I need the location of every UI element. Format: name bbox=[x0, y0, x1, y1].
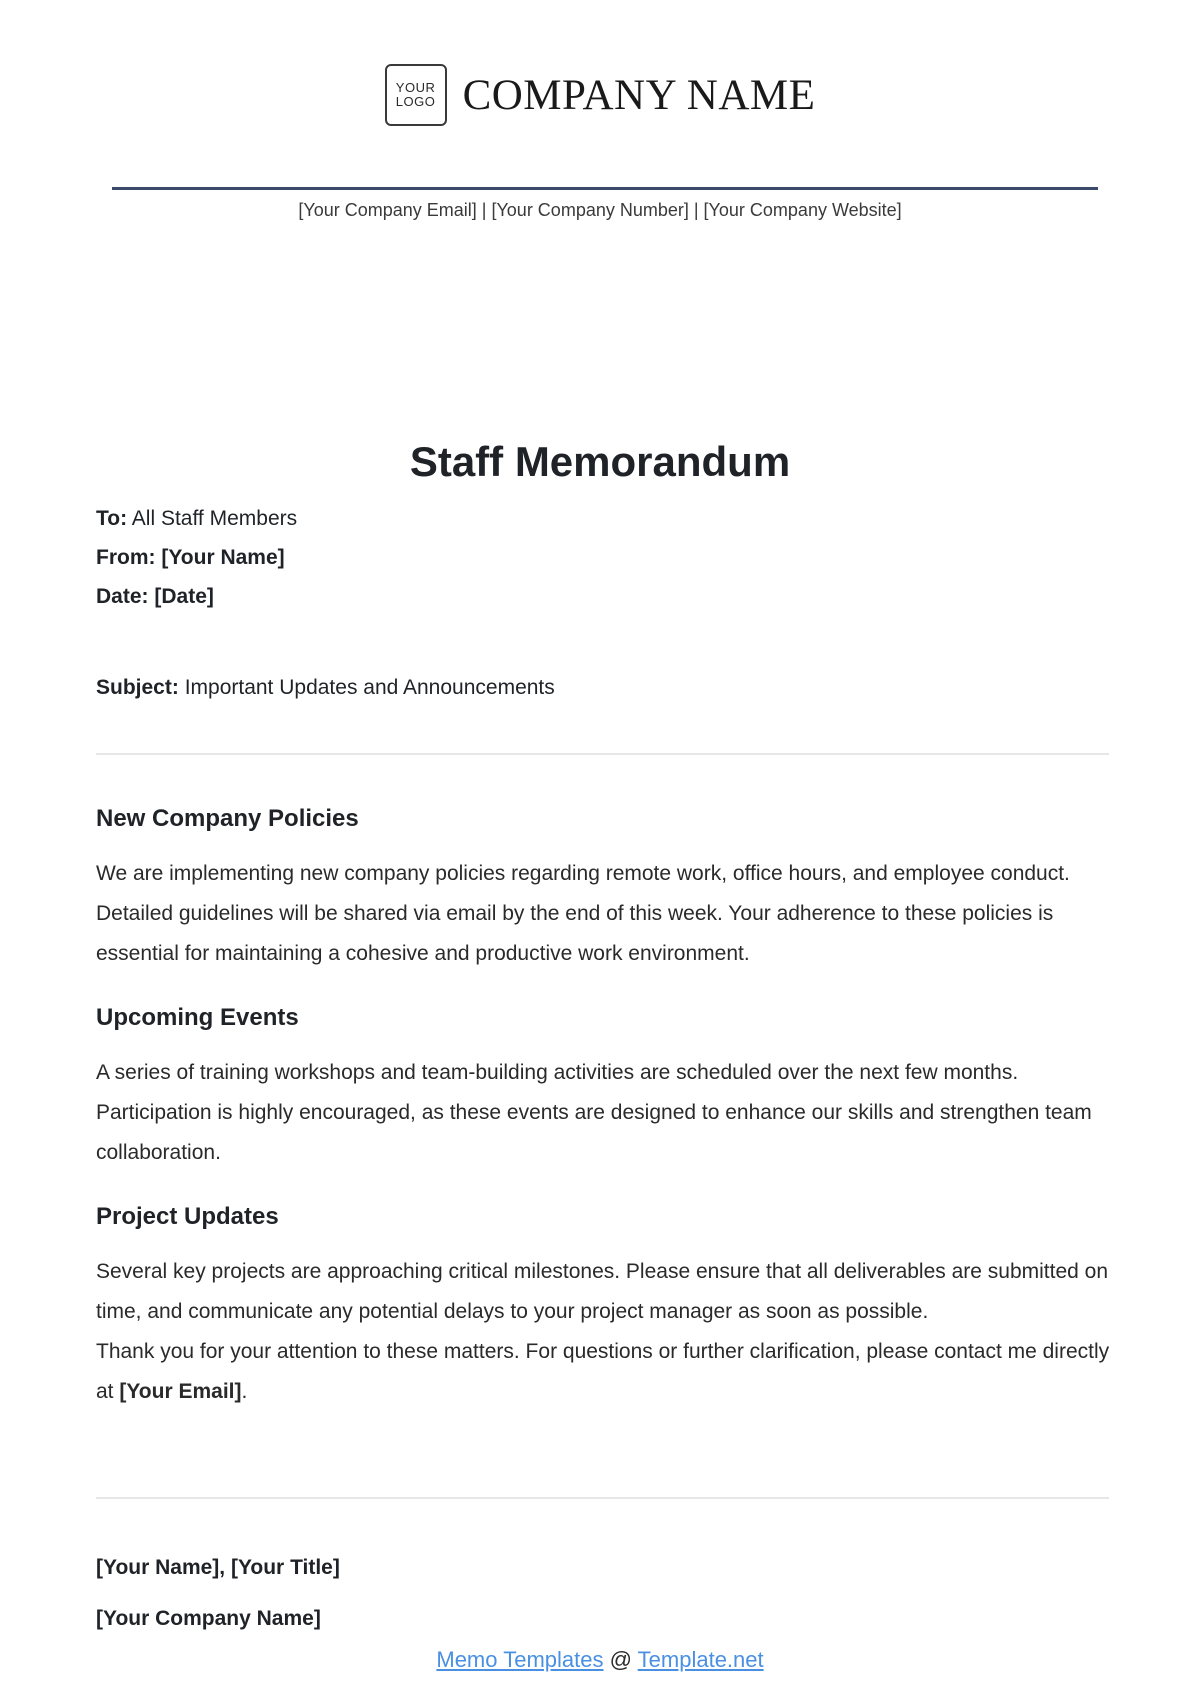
date-label: Date: bbox=[96, 585, 149, 608]
memo-title: Staff Memorandum bbox=[409, 438, 791, 485]
closing-paragraph bbox=[96, 1332, 1116, 1412]
template-net-link[interactable]: Template.net bbox=[637, 1647, 764, 1672]
subject-label: Subject: bbox=[96, 676, 179, 699]
memo-templates-link[interactable]: Memo Templates bbox=[436, 1647, 604, 1672]
signature-divider bbox=[96, 1497, 1109, 1499]
footer-separator: @ bbox=[603, 1647, 638, 1672]
letterhead bbox=[0, 64, 1200, 126]
closing-period: . bbox=[241, 1380, 248, 1403]
memo-subject-line bbox=[96, 674, 555, 702]
section-divider bbox=[96, 753, 1109, 755]
section-upcoming-events bbox=[96, 1004, 1116, 1173]
company-logo bbox=[385, 64, 447, 126]
to-label: To: bbox=[96, 507, 128, 530]
section-heading: New Company Policies bbox=[96, 805, 359, 832]
from-label: From: bbox=[96, 546, 156, 569]
from-value: [Your Name] bbox=[161, 546, 285, 569]
subject-value: Important Updates and Announcements bbox=[184, 676, 555, 699]
memo-from-line bbox=[96, 544, 285, 572]
memo-to-line bbox=[96, 505, 297, 533]
section-body: Several key projects are approaching critical milestones. Please ensure that all deliverables are submitted on time, and communicate any potential delays to your project manager as soon as possible. bbox=[96, 1260, 1109, 1323]
section-body: A series of training workshops and team-building activities are scheduled over the next few months. Participation is highly encouraged, as these events are designed to enhance our skills and strengthen team collaboration. bbox=[96, 1061, 1092, 1164]
to-value: All Staff Members bbox=[131, 507, 298, 530]
signature-company: [Your Company Name] bbox=[96, 1607, 321, 1630]
logo-text-line2: LOGO bbox=[395, 94, 436, 109]
logo-text-line1: YOUR bbox=[395, 80, 436, 95]
section-new-company-policies bbox=[96, 805, 1116, 974]
section-heading: Project Updates bbox=[96, 1203, 279, 1230]
section-heading: Upcoming Events bbox=[96, 1004, 299, 1031]
memo-date-line bbox=[96, 583, 214, 611]
section-project-updates bbox=[96, 1203, 1116, 1412]
signature-name-title: [Your Name], [Your Title] bbox=[96, 1556, 340, 1579]
closing-text: Thank you for your attention to these matters. For questions or further clarification, please contact me directly at bbox=[96, 1340, 1110, 1403]
date-value: [Date] bbox=[154, 585, 214, 608]
section-body: We are implementing new company policies regarding remote work, office hours, and employee conduct. Detailed guidelines will be shared via email by the end of this week. Your adherence to these policies is essential for maintaining a cohesive and productive work environment. bbox=[96, 862, 1070, 965]
company-name: COMPANY NAME bbox=[462, 71, 816, 119]
contact-email: [Your Email] bbox=[119, 1380, 242, 1403]
header-divider bbox=[112, 187, 1098, 190]
footer-attribution bbox=[0, 1647, 1200, 1673]
company-contact-line: [Your Company Email] | [Your Company Number] | [Your Company Website] bbox=[298, 200, 902, 220]
